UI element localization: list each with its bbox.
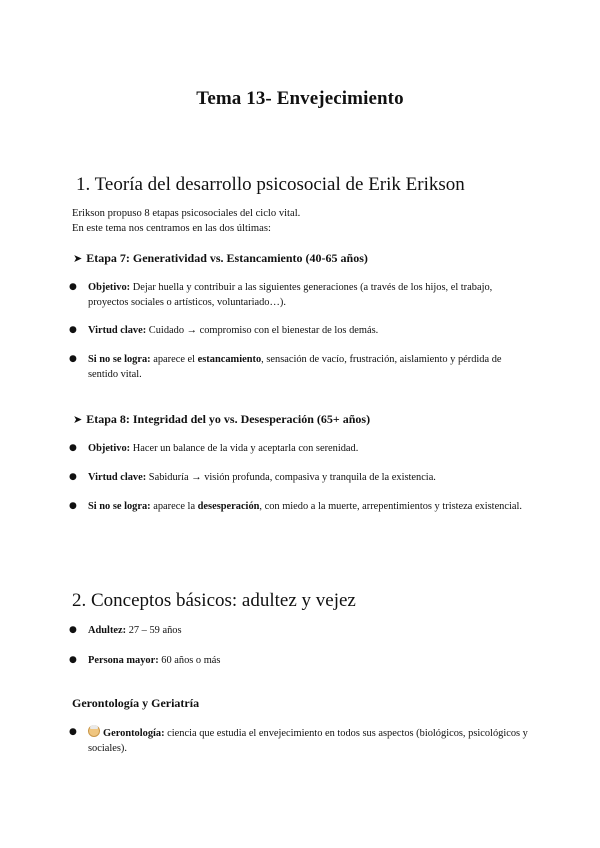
item-text: Dejar huella y contribuir a las siguientes generaciones (a través de los hijos, el trabajo, proyectos sociales o artísticos, voluntariado…). xyxy=(88,282,493,308)
item-text: Cuidado → compromiso con el bienestar de los demás. xyxy=(146,325,379,336)
list-item xyxy=(69,653,528,668)
item-label: Gerontología: xyxy=(103,728,165,739)
item-label: Objetivo: xyxy=(88,443,131,454)
stage-7-heading-text: Etapa 7: Generatividad vs. Estancamiento (40-65 años) xyxy=(86,251,368,265)
bullet-icon: ● xyxy=(69,625,77,635)
bullet-icon: ● xyxy=(69,501,77,511)
list-item xyxy=(69,352,528,382)
item-label: Adultez: xyxy=(88,625,127,636)
bullet-icon: ● xyxy=(69,443,77,453)
item-text-after: , sensación de vacío, frustración, aislamiento y pérdida de sentido vital. xyxy=(88,354,502,380)
section-2-heading: 2. Conceptos básicos: adultez y vejez xyxy=(72,590,356,611)
document-title: Tema 13- Envejecimiento xyxy=(196,88,404,109)
arrow-icon: ➤ xyxy=(73,252,83,265)
arrow-icon: ➤ xyxy=(73,413,83,426)
stage-7-heading xyxy=(73,251,368,266)
older-person-icon xyxy=(88,725,100,737)
section-1-heading: 1. Teoría del desarrollo psicosocial de Erik Erikson xyxy=(76,174,465,195)
list-item xyxy=(69,725,528,756)
item-label: Si no se logra: xyxy=(88,501,151,512)
item-text: Hacer un balance de la vida y aceptarla con serenidad. xyxy=(130,443,359,454)
item-label: Si no se logra: xyxy=(88,354,151,365)
stage-8-heading xyxy=(73,412,370,427)
item-text: 60 años o más xyxy=(158,655,221,666)
gerontology-subheading: Gerontología y Geriatría xyxy=(72,696,200,710)
bullet-icon: ● xyxy=(69,354,77,364)
stage-8-heading-text: Etapa 8: Integridad del yo vs. Desesperación (65+ años) xyxy=(86,412,371,426)
item-bold-word: desesperación xyxy=(197,501,260,512)
intro-line-1: Erikson propuso 8 etapas psicosociales del ciclo vital. xyxy=(72,208,301,219)
item-label: Virtud clave: xyxy=(88,325,147,336)
list-item xyxy=(69,323,528,338)
bullet-icon: ● xyxy=(69,655,77,665)
bullet-icon: ● xyxy=(69,282,77,292)
item-text-before: aparece el xyxy=(150,354,198,365)
item-text: 27 – 59 años xyxy=(126,625,182,636)
bullet-icon: ● xyxy=(69,325,77,335)
list-item xyxy=(69,441,528,456)
item-text-before: aparece la xyxy=(150,501,198,512)
item-text: Sabiduría → visión profunda, compasiva y tranquila de la existencia. xyxy=(146,472,436,483)
list-item xyxy=(69,280,528,310)
intro-line-2: En este tema nos centramos en las dos últimas: xyxy=(72,223,271,234)
bullet-icon: ● xyxy=(69,472,77,482)
item-label: Persona mayor: xyxy=(88,655,159,666)
item-label: Virtud clave: xyxy=(88,472,147,483)
item-text-after: , con miedo a la muerte, arrepentimientos y tristeza existencial. xyxy=(259,501,522,512)
list-item xyxy=(69,623,528,638)
item-label: Objetivo: xyxy=(88,282,131,293)
bullet-icon: ● xyxy=(69,727,77,737)
list-item xyxy=(69,499,528,514)
item-bold-word: estancamiento xyxy=(197,354,262,365)
item-text: ciencia que estudia el envejecimiento en todos sus aspectos (biológicos, psicológicos y sociales). xyxy=(88,728,528,754)
list-item xyxy=(69,470,528,485)
